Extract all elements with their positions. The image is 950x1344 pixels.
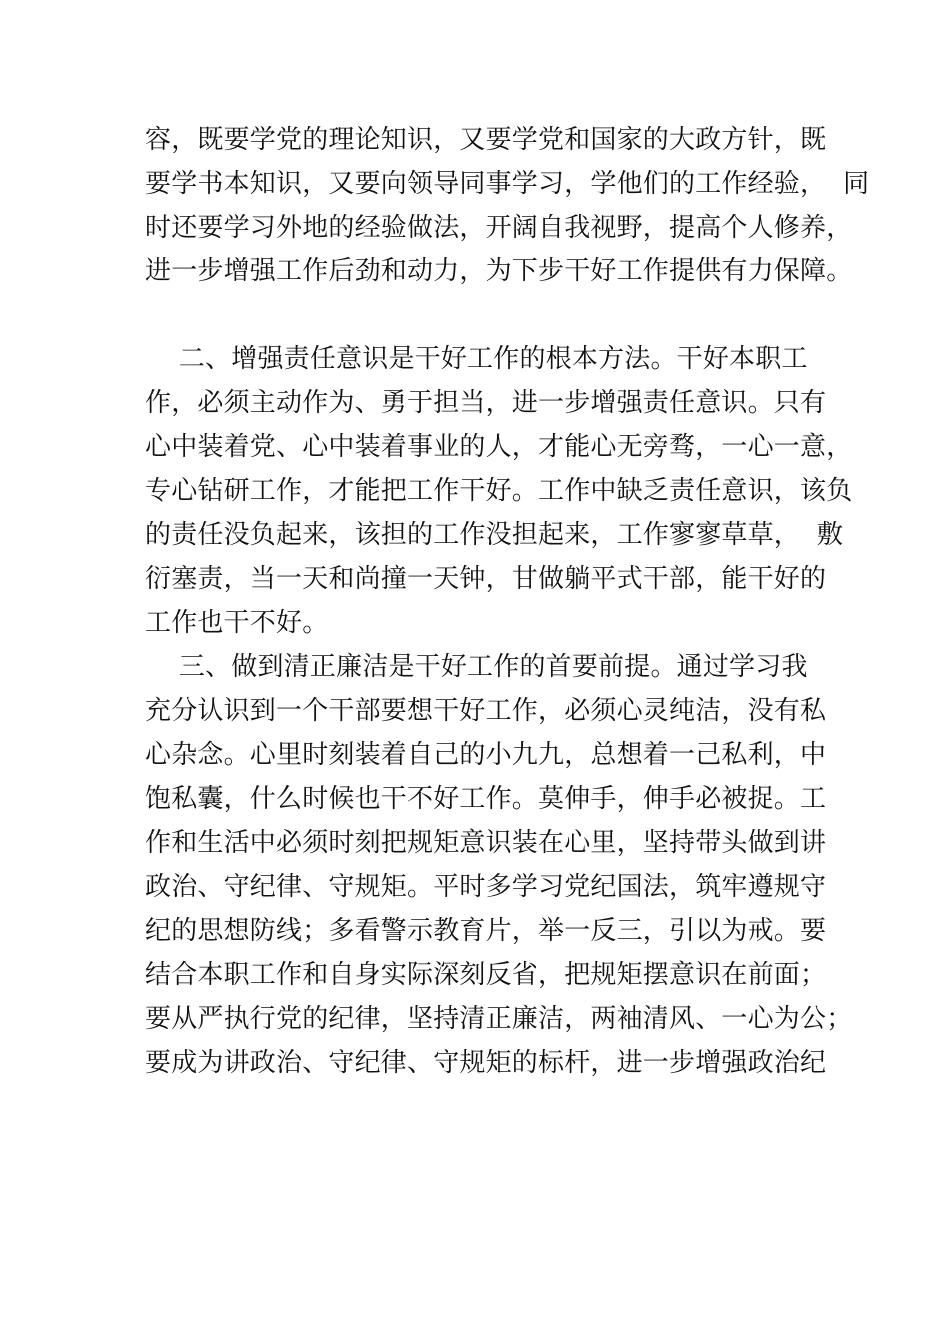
text-line: 作和生活中必须时刻把规矩意识装在心里，坚持带头做到讲 (145, 828, 827, 858)
text-line: 充分认识到一个干部要想干好工作，必须心灵纯洁，没有私 (145, 696, 827, 726)
text-line: 作，必须主动作为、勇于担当，进一步增强责任意识。只有 (145, 388, 827, 418)
text-line: 饱私囊，什么时候也干不好工作。莫伸手，伸手必被捉。工 (145, 784, 827, 814)
text-line: 的责任没负起来，该担的工作没担起来，工作寥寥草草， 敷 (145, 520, 844, 550)
text-line: 容，既要学党的理论知识，又要学党和国家的大政方针，既 (145, 125, 827, 155)
text-line: 工作也干不好。 (145, 608, 329, 638)
text-line: 要从严执行党的纪律，坚持清正廉洁，两袖清风、一心为公； (145, 1004, 853, 1034)
text-line: 政治、守纪律、守规矩。平时多学习党纪国法，筑牢遵规守 (145, 872, 827, 902)
text-line: 二、增强责任意识是干好工作的根本方法。干好本职工 (145, 344, 808, 374)
text-line: 心杂念。心里时刻装着自己的小九九，总想着一己私利，中 (145, 740, 827, 770)
text-line: 要成为讲政治、守纪律、守规矩的标杆，进一步增强政治纪 (145, 1048, 827, 1078)
text-line: 结合本职工作和自身实际深刻反省，把规矩摆意识在前面； (145, 960, 827, 990)
text-line: 要学书本知识，又要向领导同事学习，学他们的工作经验， 同 (145, 169, 870, 199)
text-line: 进一步增强工作后劲和动力，为下步干好工作提供有力保障。 (145, 256, 853, 286)
text-line: 时还要学习外地的经验做法，开阔自我视野，提高个人修养， (145, 213, 853, 243)
text-line: 纪的思想防线；多看警示教育片，举一反三，引以为戒。要 (145, 916, 827, 946)
text-line: 心中装着党、心中装着事业的人，才能心无旁骛，一心一意， (145, 432, 853, 462)
text-line: 专心钻研工作，才能把工作干好。工作中缺乏责任意识，该负 (145, 476, 853, 506)
text-line: 衍塞责，当一天和尚撞一天钟，甘做躺平式干部，能干好的 (145, 564, 827, 594)
text-line: 三、做到清正廉洁是干好工作的首要前提。通过学习我 (145, 652, 808, 682)
